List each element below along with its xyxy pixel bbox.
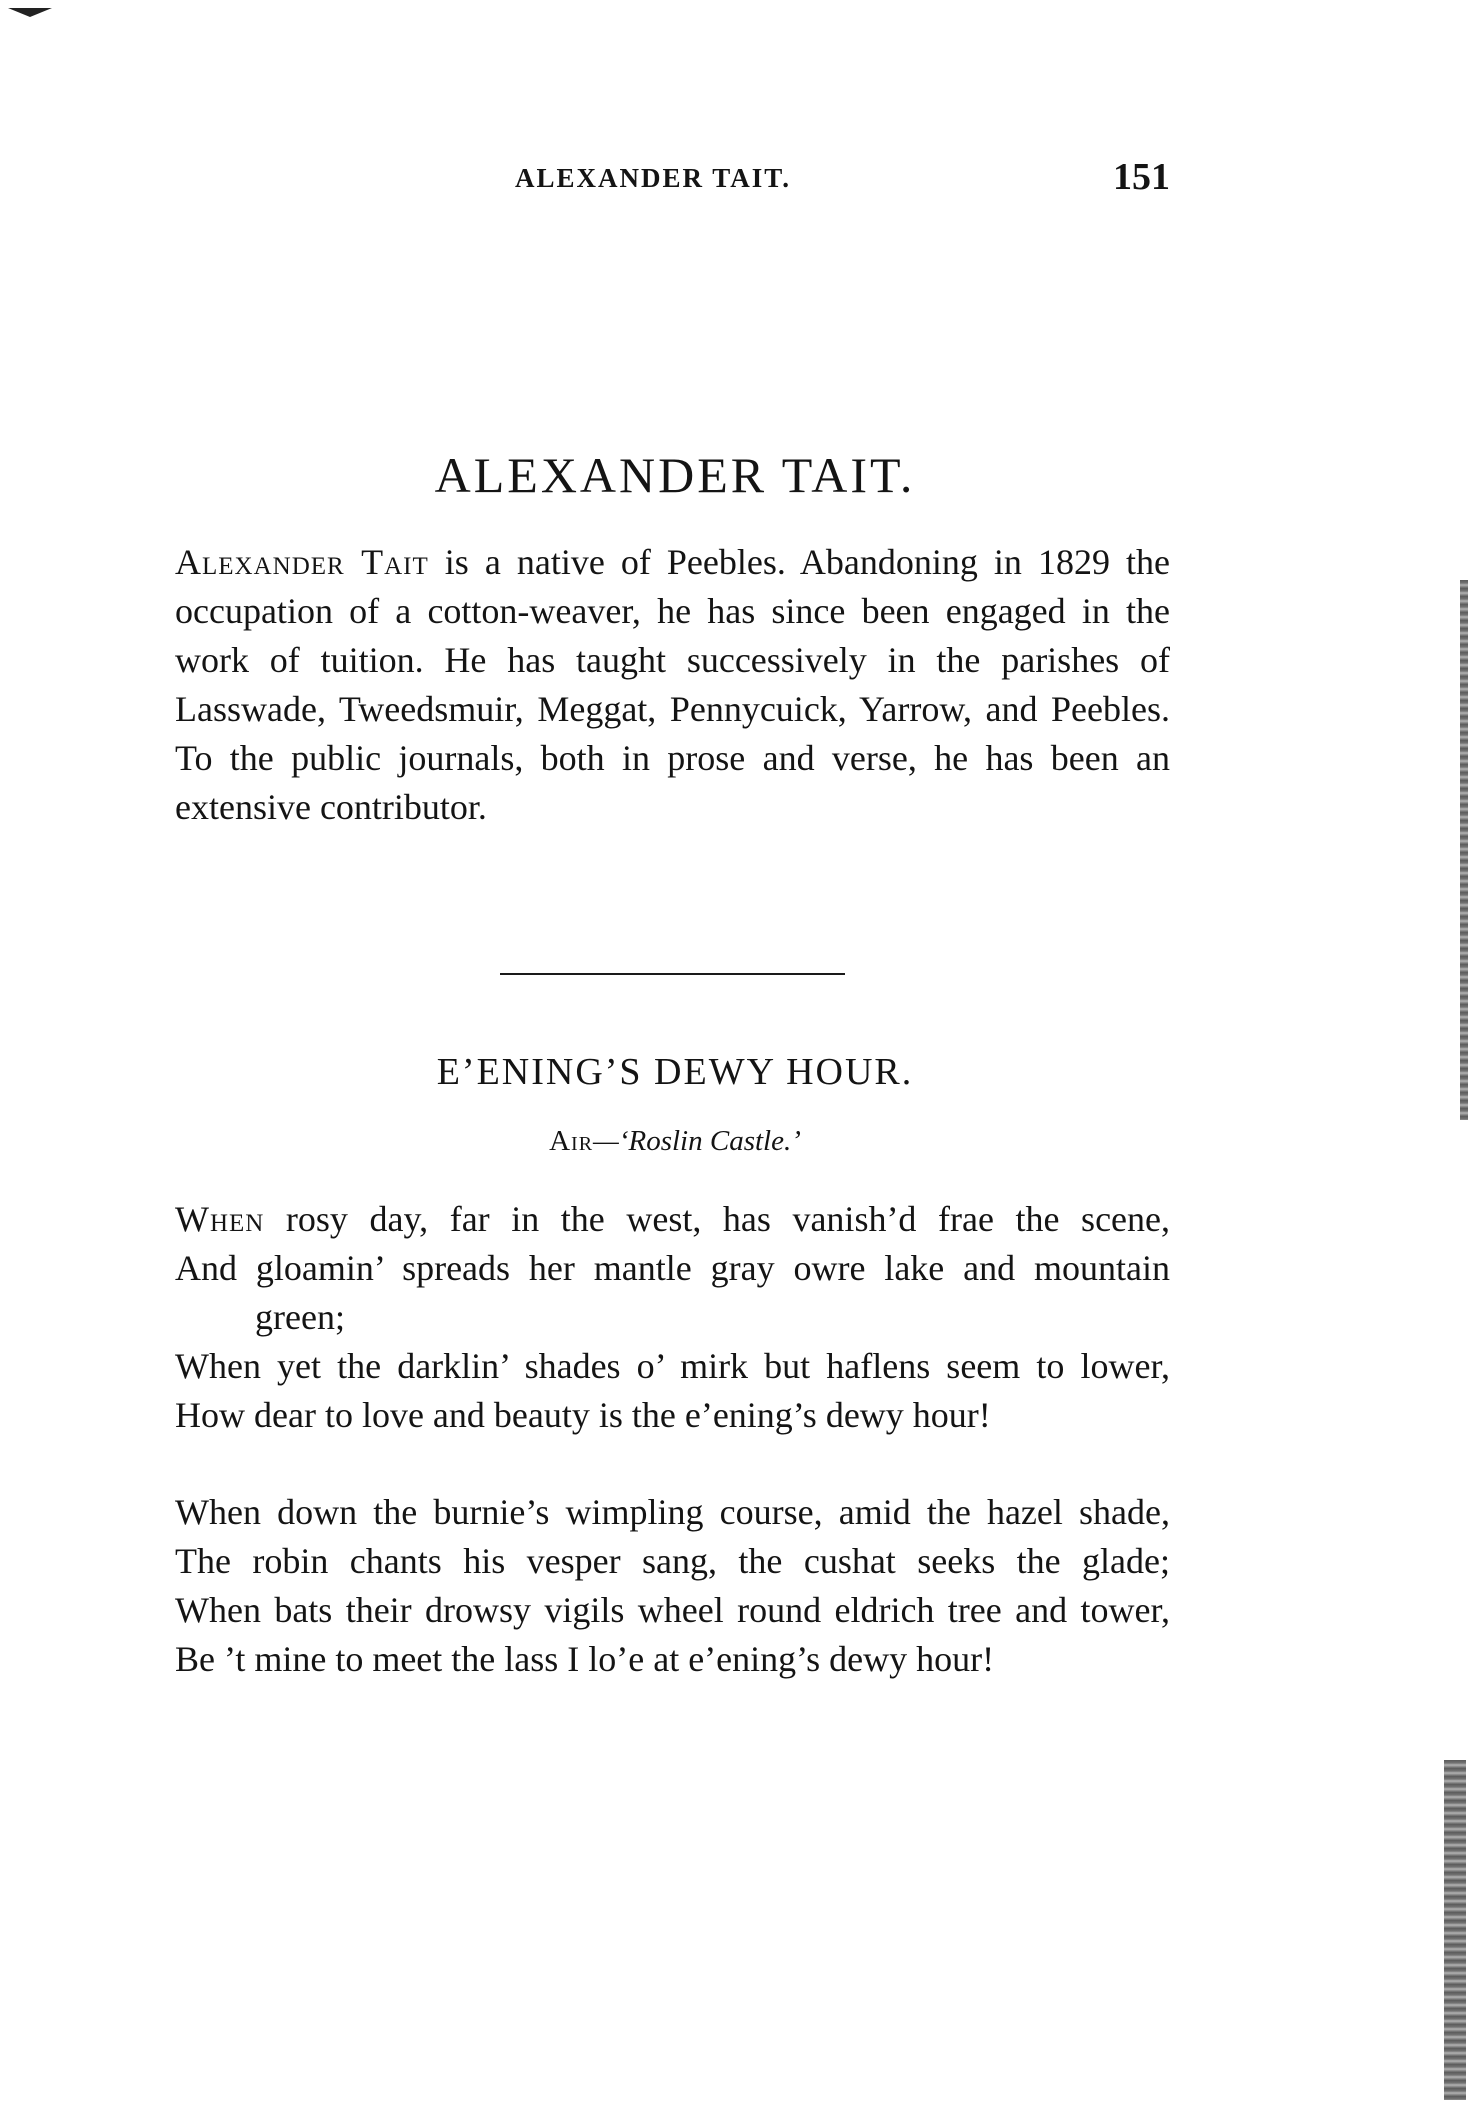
poem-body [175, 1195, 1170, 1732]
biography-paragraph [175, 538, 1170, 832]
section-divider [500, 973, 845, 975]
poem-line: Be ’t mine to meet the lass I lo’e at e’ening’s dewy hour! [175, 1639, 995, 1679]
poem-air [175, 1125, 1175, 1158]
page-number: 151 [1113, 156, 1170, 198]
poem-line: When down the burnie’s wimpling course, amid the hazel shade, [175, 1492, 1170, 1532]
air-label: Air [549, 1125, 594, 1157]
running-title: ALEXANDER TAIT. [515, 163, 792, 193]
chapter-title: ALEXANDER TAIT. [434, 447, 916, 503]
stanza-1 [175, 1195, 1170, 1440]
poem-line: When bats their drowsy vigils wheel round eldrich tree and tower, [175, 1590, 1170, 1630]
bio-lead-name: Alexander Tait [175, 542, 429, 582]
poem-line: When yet the darklin’ shades o’ mirk but haflens seem to lower, [175, 1346, 1170, 1386]
poem-line: The robin chants his vesper sang, the cushat seeks the glade; [175, 1541, 1170, 1581]
running-header [175, 155, 1170, 205]
scan-edge-shadow [1460, 580, 1468, 1120]
line-text: rosy day, far in the west, has vanish’d frae the scene, [264, 1199, 1170, 1239]
poem-line: And gloamin’ spreads her mantle gray owre lake and mountain green; [175, 1248, 1170, 1337]
stanza-lead-word: When [175, 1199, 265, 1239]
corner-mark [8, 8, 52, 17]
poem-title: E’ENING’S DEWY HOUR. [436, 1051, 914, 1093]
scan-edge-shadow [1444, 1760, 1466, 2100]
bio-text: is a native of Peebles. Abandoning in 1829 the occupation of a cotton-weaver, he has since been engaged in the work of tuition. He has taught successively in the parishes of Lasswade, Tweedsmuir, Meggat, Pennycuick, Yarrow, and Peebles. To the public journals, both in prose and verse, he has been an extensive contributor. [175, 542, 1170, 827]
air-tune: —‘Roslin Castle.’ [593, 1125, 801, 1157]
poem-line [175, 1195, 1170, 1244]
stanza-2 [175, 1488, 1170, 1684]
poem-line: How dear to love and beauty is the e’ening’s dewy hour! [175, 1395, 991, 1435]
